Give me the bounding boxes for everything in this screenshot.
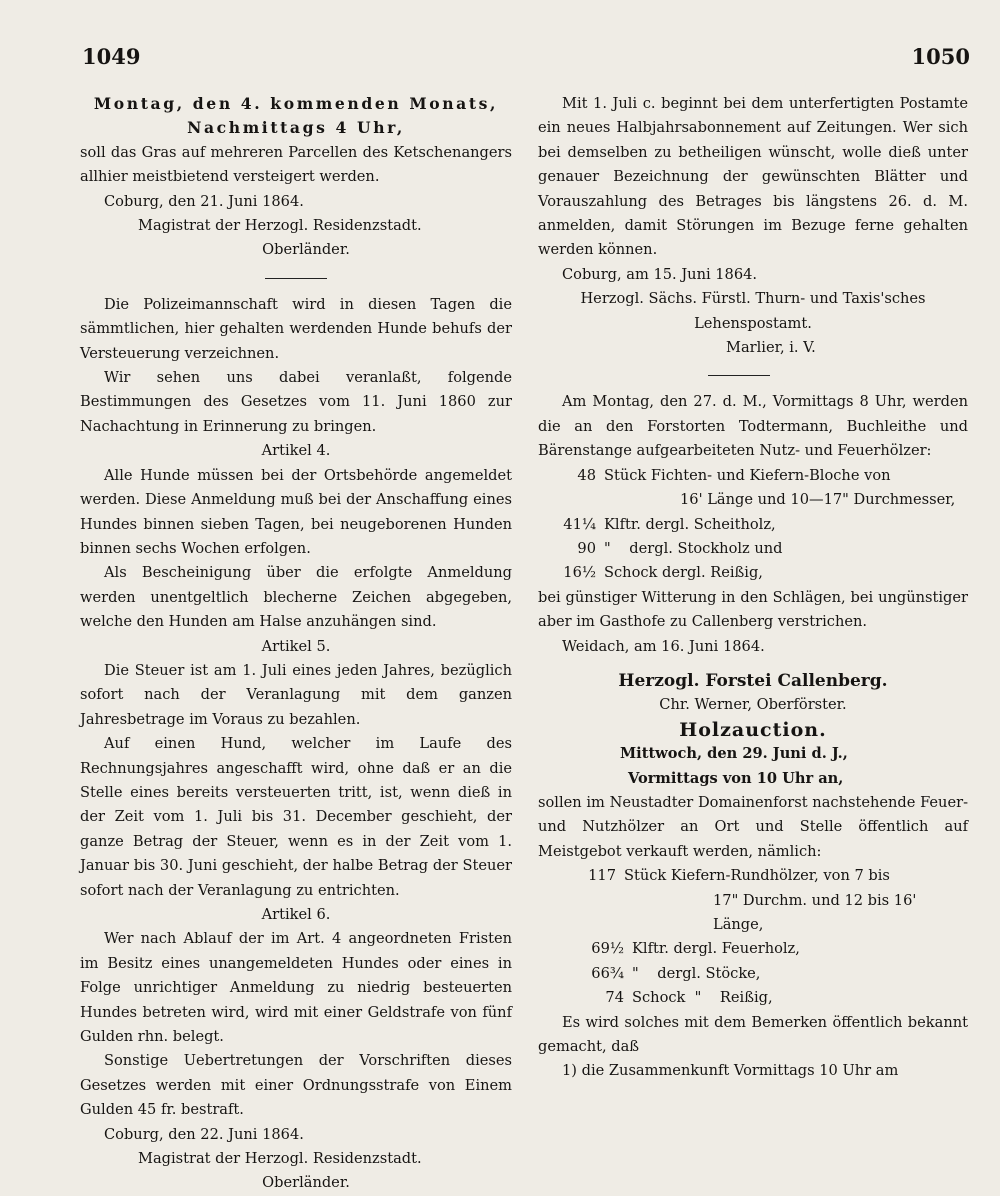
- notice-grass-signature-name: Oberländer.: [262, 241, 350, 259]
- list-item: 41¼ Klftr. dergl. Scheitholz,: [563, 515, 776, 533]
- notice-post-date: Coburg, am 15. Juni 1864.: [562, 265, 758, 283]
- notice-post-signature-name: Marlier, i. V.: [726, 339, 816, 357]
- separator-line: [265, 278, 327, 279]
- article-6-paragraph-1: Wer nach Ablauf der im Art. 4 angeordneten Fristen im Besitz eines unangemeldeten Hundes oder eines in Folge unrichtiger Anmeldung zu niedrig besteuerten Hundes betreten wird, wird mit einer Geldstrafe von fünf Gulden rhn. belegt.: [80, 930, 512, 1046]
- notice-post-signature-office: Herzogl. Sächs. Fürstl. Thurn- und Taxis'sches Lehenspostamt.: [580, 290, 926, 332]
- holzauction-title: Holzauction.: [679, 718, 827, 741]
- article-6-heading: Artikel 6.: [261, 906, 331, 923]
- notice-dogs-law-reference: Wir sehen uns dabei veranlaßt, folgende Bestimmungen des Gesetzes vom 11. Juni 1860 zur Nachachtung in Erinnerung zu bringen.: [80, 369, 512, 435]
- notice-grass-body: soll das Gras auf mehreren Parcellen des Ketschenangers allhier meistbietend versteigert werden.: [80, 143, 512, 186]
- notice-wood-weidach-body: Am Montag, den 27. d. M., Vormittags 8 Uhr, werden die an den Forstorten Todtermann, Buchleithe und Bärenstange aufgearbeiteten Nutz- und Feuerhölzer:: [538, 393, 968, 460]
- page-number-right: 1050: [911, 44, 970, 69]
- list-item-continuation: 17" Durchm. und 12 bis 16': [713, 891, 917, 909]
- notice-grass-date-line: Montag, den 4. kommenden Monats,: [93, 94, 499, 113]
- wood-list-weidach: [538, 464, 968, 586]
- list-item: 16½ Schock dergl. Reißig,: [563, 564, 763, 582]
- list-item: 48 Stück Fichten- und Kiefern-Bloche von: [577, 466, 891, 484]
- holzauction-body: sollen im Neustadter Domainenforst nachstehende Feuer- und Nutzhölzer an Ort und Stelle öffentlich auf Meistgebot verkauft werden, nämlich:: [538, 793, 968, 860]
- holzauction-date-line: Mittwoch, den 29. Juni d. J.,: [620, 745, 848, 763]
- list-item: 74 Schock " Reißig,: [605, 989, 773, 1007]
- list-item: 69½ Klftr. dergl. Feuerholz,: [591, 940, 800, 958]
- article-6-paragraph-2: Sonstige Uebertretungen der Vorschriften dieses Gesetzes werden mit einer Ordnungsstrafe von Einem Gulden 45 fr. bestraft.: [80, 1052, 512, 1119]
- holzauction-condition-1: 1) die Zusammenkunft Vormittags 10 Uhr am: [562, 1062, 899, 1080]
- notice-dogs-signature-office: Magistrat der Herzogl. Residenzstadt.: [138, 1150, 422, 1168]
- list-item: 117 Stück Kiefern-Rundhölzer, von 7 bis: [588, 867, 890, 885]
- list-item-continuation: Länge,: [713, 916, 764, 933]
- notice-wood-weidach-date: Weidach, am 16. Juni 1864.: [562, 637, 765, 655]
- notice-grass-signature-office: Magistrat der Herzogl. Residenzstadt.: [138, 217, 422, 235]
- list-item: 90 " dergl. Stockholz und: [577, 539, 783, 557]
- separator-line: [708, 375, 770, 376]
- list-item: 66¾ " dergl. Stöcke,: [591, 964, 761, 982]
- notice-dogs-date: Coburg, den 22. Juni 1864.: [104, 1125, 304, 1143]
- article-4-paragraph-1: Alle Hunde müssen bei der Ortsbehörde angemeldet werden. Diese Anmeldung muß bei der Anschaffung eines Hundes binnen sieben Tagen, bei neugeborenen Hunden binnen sechs Wochen erfolgen.: [80, 466, 512, 557]
- article-5-paragraph-2: Auf einen Hund, welcher im Laufe des Rechnungsjahres angeschafft wird, ohne daß er an die Stelle eines bereits versteuerten tritt, ist, wenn dieß in der Zeit vom 1. Juli bis 31. December geschieht, der ganze Betrag der Steuer, wenn es in der Zeit vom 1. Januar bis 30. Juni geschieht, der halbe Betrag der Steuer sofort nach der Veranlagung zu entrichten.: [80, 735, 512, 899]
- notice-wood-weidach-signature-name: Chr. Werner, Oberförster.: [659, 696, 847, 714]
- left-column: [80, 92, 512, 1196]
- list-item-continuation: 16' Länge und 10—17" Durchmesser,: [680, 491, 956, 509]
- article-4-paragraph-2: Als Bescheinigung über die erfolgte Anmeldung werden unentgeltlich blecherne Zeichen abgegeben, welche den Hunden am Halse anzuhängen sind.: [80, 564, 512, 631]
- article-5-heading: Artikel 5.: [261, 637, 331, 655]
- notice-dogs-intro: Die Polizeimannschaft wird in diesen Tagen die sämmtlichen, hier gehalten werdenden Hunde behufs der Versteuerung verzeichnen.: [80, 295, 512, 362]
- notice-grass-date: Coburg, den 21. Juni 1864.: [104, 192, 304, 210]
- wood-list-holzauction: [538, 864, 968, 1010]
- article-4-heading: Artikel 4.: [261, 442, 331, 460]
- notice-wood-weidach-signature-office: Herzogl. Forstei Callenberg.: [618, 670, 888, 691]
- notice-grass-time-line: Nachmittags 4 Uhr,: [187, 118, 405, 138]
- notice-dogs-signature-name: Oberländer.: [262, 1174, 350, 1192]
- right-column: [538, 92, 968, 1084]
- article-5-paragraph-1: Die Steuer ist am 1. Juli eines jeden Jahres, bezüglich sofort nach der Veranlagung mit dem ganzen Jahresbetrage im Voraus zu bezahlen.: [80, 661, 512, 728]
- notice-wood-weidach-location: bei günstiger Witterung in den Schlägen, bei ungünstiger aber im Gasthofe zu Callenberg verstrichen.: [538, 588, 968, 631]
- notice-post-body: Mit 1. Juli c. beginnt bei dem unterfertigten Postamte ein neues Halbjahrsabonnement auf Zeitungen. Wer sich bei demselben zu betheiligen wünscht, wolle dieß unter genauer Bezeichnung der gewünschten Blätter und Vorauszahlung des Betrages bis längstens 26. d. M. anmelden, damit Störungen im Bezuge ferne gehalten werden können.: [538, 95, 968, 259]
- page-number-left: 1049: [82, 44, 141, 69]
- holzauction-conditions-intro: Es wird solches mit dem Bemerken öffentlich bekannt gemacht, daß: [538, 1013, 968, 1056]
- holzauction-time-line: Vormittags von 10 Uhr an,: [628, 769, 844, 787]
